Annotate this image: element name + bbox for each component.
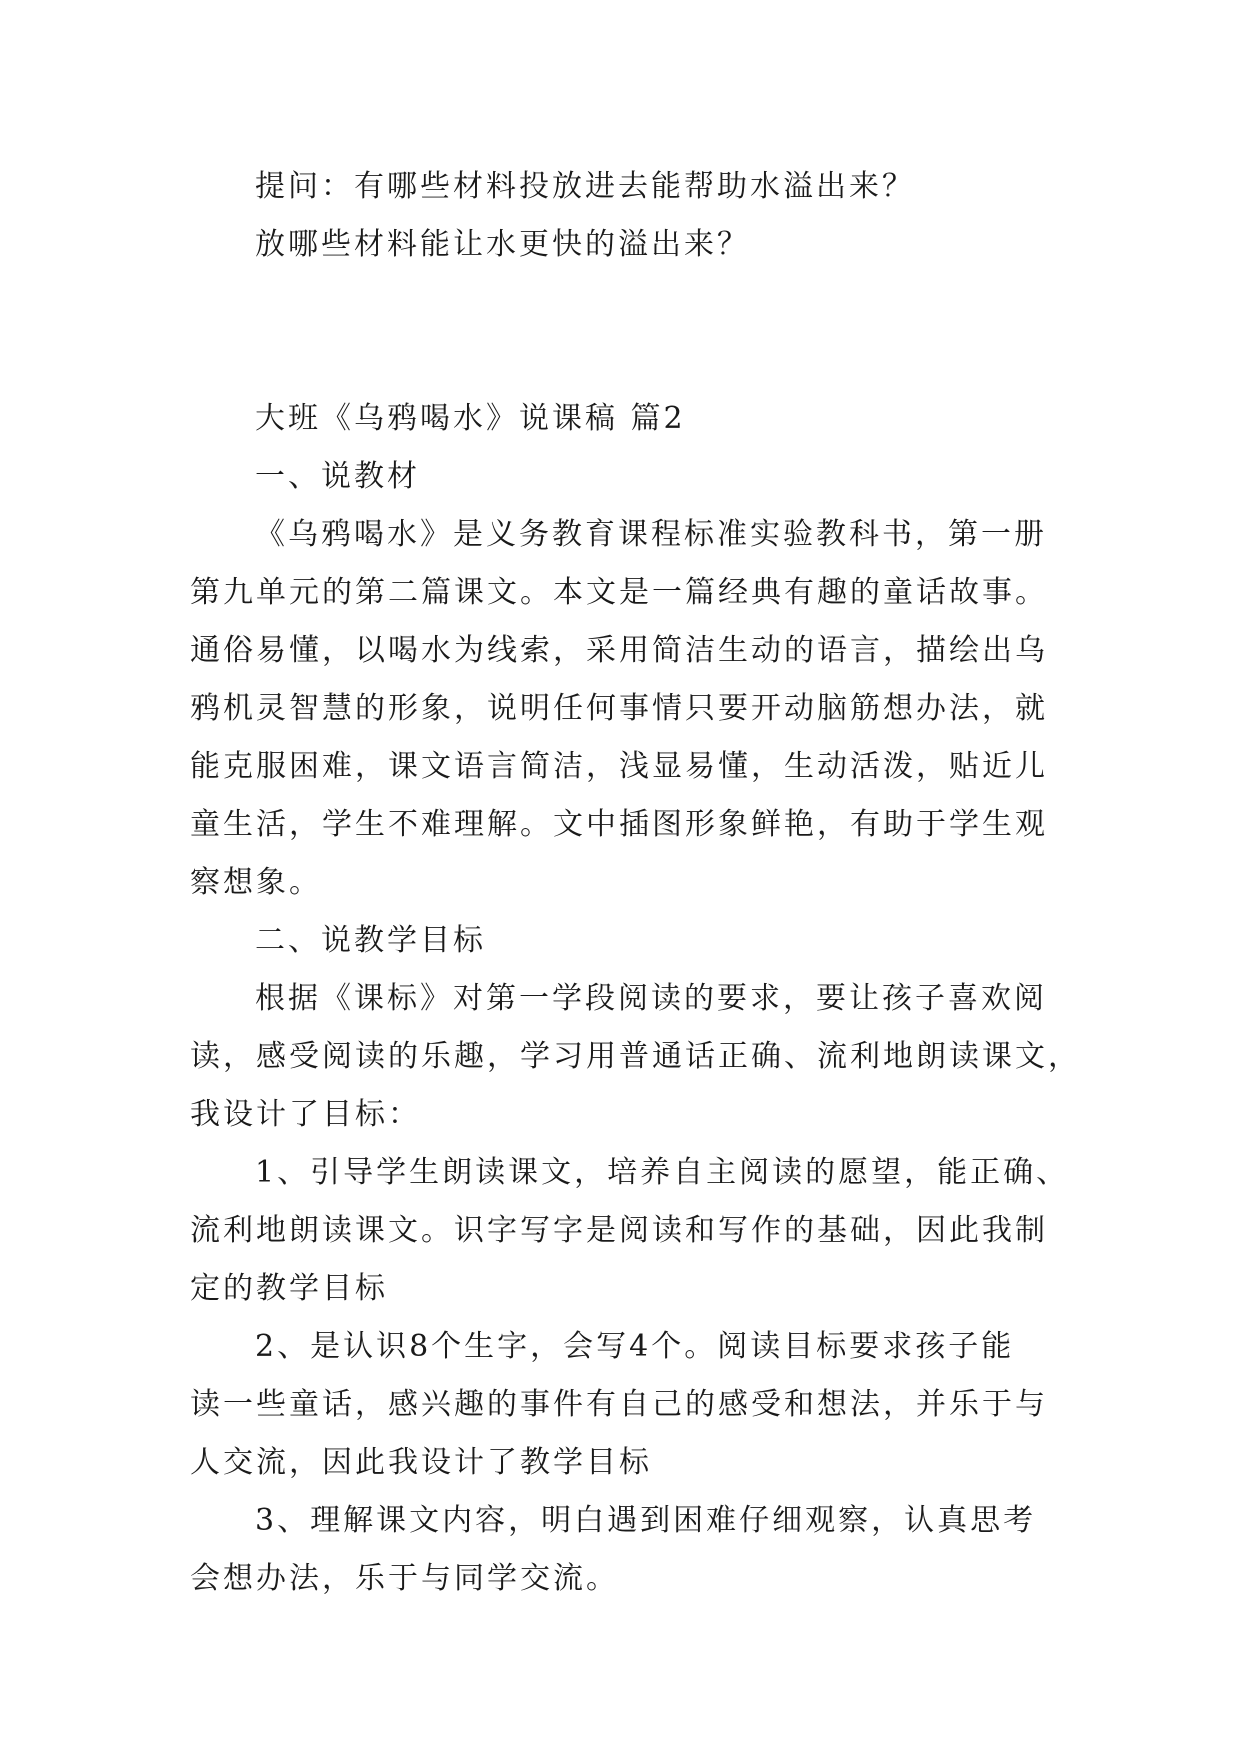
goal-item-line: 流利地朗读课文。识字写字是阅读和写作的基础，因此我制 <box>190 1213 1048 1248</box>
intro-block <box>190 158 1052 274</box>
paragraph-line: 能克服困难，课文语言简洁，浅显易懂，生动活泼，贴近儿 <box>190 749 1048 784</box>
section-title: 大班《乌鸦喝水》说课稿 篇2 <box>255 401 686 436</box>
document-body <box>190 158 1081 1608</box>
goal-item-line: 会想办法，乐于与同学交流。 <box>190 1561 619 1596</box>
paragraph-line: 童生活，学生不难理解。文中插图形象鲜艳，有助于学生观 <box>190 807 1048 842</box>
goal-item-line: 2、是认识8个生字，会写4个。阅读目标要求孩子能 <box>255 1329 1015 1364</box>
paragraph-line: 读，感受阅读的乐趣，学习用普通话正确、流利地朗读课文， <box>190 1039 1081 1074</box>
part2-teaching-goals <box>190 912 1081 1608</box>
goal-item-line: 1、引导学生朗读课文，培养自主阅读的愿望，能正确、 <box>255 1155 1070 1190</box>
paragraph-line: 我设计了目标： <box>190 1097 421 1132</box>
goal-item-line: 3、理解课文内容，明白遇到困难仔细观察，认真思考 <box>255 1503 1037 1538</box>
goal-item-line: 读一些童话，感兴趣的事件有自己的感受和想法，并乐于与 <box>190 1387 1048 1422</box>
part1-teaching-material <box>190 448 1052 912</box>
paragraph-line: 根据《课标》对第一学段阅读的要求，要让孩子喜欢阅 <box>255 981 1047 1016</box>
paragraph-line: 通俗易懂，以喝水为线索，采用简洁生动的语言，描绘出乌 <box>190 633 1048 668</box>
goal-item-line: 定的教学目标 <box>190 1271 388 1306</box>
intro-question-line: 提问：有哪些材料投放进去能帮助水溢出来？ <box>255 169 915 204</box>
part1-heading: 一、说教材 <box>255 459 420 494</box>
goal-item-line: 人交流，因此我设计了教学目标 <box>190 1445 652 1480</box>
part2-heading: 二、说教学目标 <box>255 923 486 958</box>
paragraph-line: 第九单元的第二篇课文。本文是一篇经典有趣的童话故事。 <box>190 575 1048 610</box>
section-spacer <box>190 274 1052 390</box>
paragraph-line: 鸦机灵智慧的形象，说明任何事情只要开动脑筋想办法，就 <box>190 691 1048 726</box>
paragraph-line: 《乌鸦喝水》是义务教育课程标准实验教科书，第一册 <box>255 517 1047 552</box>
paragraph-line: 察想象。 <box>190 865 322 900</box>
intro-question-line: 放哪些材料能让水更快的溢出来？ <box>255 227 750 262</box>
